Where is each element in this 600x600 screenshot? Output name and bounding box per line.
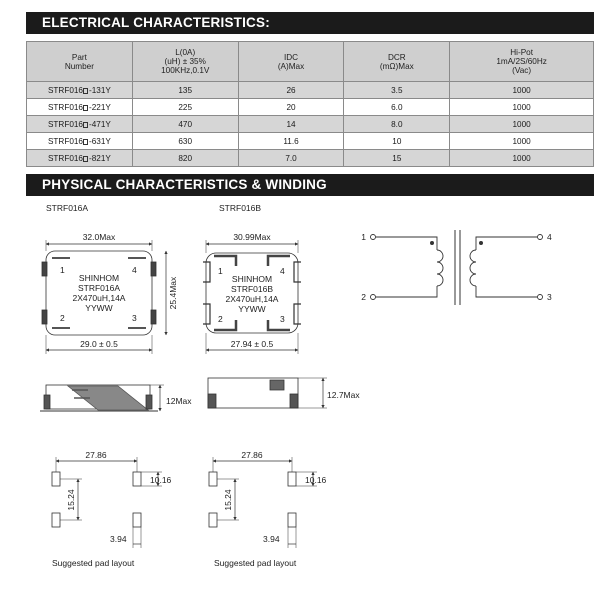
side-body — [208, 378, 298, 408]
drawing-b-marking-line: 2X470uH,14A — [225, 294, 279, 304]
drawing-b-title: STRF016B — [219, 203, 262, 213]
pad-a-pitch-label: 15.24 — [66, 489, 76, 511]
left-coil — [437, 250, 443, 286]
schematic-pin-2 — [371, 295, 376, 300]
schematic-pin-4 — [538, 235, 543, 240]
drawing-b-marking-line: STRF016B — [230, 284, 274, 294]
pad-b-caption: Suggested pad layout — [214, 558, 297, 568]
pad-a-span-label: 27.86 — [85, 450, 107, 460]
physical-section-title: PHYSICAL CHARACTERISTICS & WINDING — [42, 177, 327, 192]
pad-b-span-label: 27.86 — [241, 450, 263, 460]
drawing-b-width-label: 30.99Max — [233, 232, 271, 242]
drawing-b-marking-line: SHINHOM — [231, 274, 273, 284]
header-dcr: DCR (mΩ)Max — [344, 42, 450, 82]
pad — [209, 513, 217, 527]
header-hipot: Hi-Pot 1mA/2S/60Hz (Vac) — [450, 42, 594, 82]
terminal — [151, 310, 156, 324]
drawing-b-pin-label: 4 — [280, 266, 285, 276]
terminal — [42, 262, 47, 276]
cell-part: STRF016 -471Y — [27, 116, 133, 133]
drawing-a-title: STRF016A — [46, 203, 89, 213]
pad-a-height-label: 10.16 — [150, 475, 172, 485]
cell-hipot: 1000 — [450, 133, 594, 150]
pad — [133, 472, 141, 486]
drawing-a-side-view — [40, 385, 158, 411]
cell-hipot: 1000 — [450, 99, 594, 116]
drawing-a-width-label: 32.0Max — [82, 232, 116, 242]
cell-dcr: 10 — [344, 133, 450, 150]
cell-inductance: 225 — [132, 99, 238, 116]
schematic-pin-label: 1 — [361, 232, 366, 242]
schematic-pin-label: 2 — [361, 292, 366, 302]
pad-b-height-label: 10.16 — [305, 475, 327, 485]
cell-dcr: 8.0 — [344, 116, 450, 133]
drawing-a-marking-line: YYWW — [85, 303, 113, 313]
pad — [52, 513, 60, 527]
polarity-dot — [430, 241, 434, 245]
pad-b-pitch-label: 15.24 — [223, 489, 233, 511]
drawing-b-marking-line: YYWW — [238, 304, 266, 314]
cell-dcr: 3.5 — [344, 82, 450, 99]
pad-a-width-label: 3.94 — [110, 534, 127, 544]
cell-dcr: 15 — [344, 150, 450, 167]
cell-inductance: 630 — [132, 133, 238, 150]
cell-part: STRF016 -821Y — [27, 150, 133, 167]
cell-idc: 14 — [238, 116, 344, 133]
drawing-b-side-view — [208, 378, 298, 408]
cell-inductance: 820 — [132, 150, 238, 167]
schematic-pin-1 — [371, 235, 376, 240]
drawing-b-pin-label: 2 — [218, 314, 223, 324]
drawing-a-marking-line: SHINHOM — [78, 273, 120, 283]
drawing-a-pin-label: 1 — [60, 265, 65, 275]
terminal — [42, 310, 47, 324]
cell-part: STRF016 -131Y — [27, 82, 133, 99]
cell-inductance: 470 — [132, 116, 238, 133]
header-inductance: L(0A) (uH) ± 35% 100KHz,0.1V — [132, 42, 238, 82]
drawing-b-pin-label: 3 — [280, 314, 285, 324]
drawing-b-side-label: 12.7Max — [327, 390, 360, 400]
drawing-b-pitch-label: 27.94 ± 0.5 — [230, 339, 274, 349]
cell-hipot: 1000 — [450, 82, 594, 99]
cell-part: STRF016 -631Y — [27, 133, 133, 150]
pad-a-caption: Suggested pad layout — [52, 558, 135, 568]
drawing-a-pin-label: 4 — [132, 265, 137, 275]
drawing-a-side-label: 12Max — [166, 396, 192, 406]
cell-dcr: 6.0 — [344, 99, 450, 116]
drawing-a-marking-line: STRF016A — [77, 283, 121, 293]
drawing-a-pin-label: 3 — [132, 313, 137, 323]
electrical-section-title: ELECTRICAL CHARACTERISTICS: — [42, 15, 270, 30]
schematic-pin-label: 3 — [547, 292, 552, 302]
cell-part: STRF016 -221Y — [27, 99, 133, 116]
drawing-a-pin-label: 2 — [60, 313, 65, 323]
header-idc: IDC (A)Max — [238, 42, 344, 82]
cell-idc: 11.6 — [238, 133, 344, 150]
cell-hipot: 1000 — [450, 116, 594, 133]
pad — [288, 513, 296, 527]
schematic-pin-label: 4 — [547, 232, 552, 242]
header-part-number: Part Number — [27, 42, 133, 82]
schematic-pin-3 — [538, 295, 543, 300]
cell-inductance: 135 — [132, 82, 238, 99]
pad — [288, 472, 296, 486]
cell-idc: 7.0 — [238, 150, 344, 167]
drawing-b-pin-label: 1 — [218, 266, 223, 276]
pad — [133, 513, 141, 527]
cell-idc: 20 — [238, 99, 344, 116]
cell-idc: 26 — [238, 82, 344, 99]
cell-hipot: 1000 — [450, 150, 594, 167]
polarity-dot — [479, 241, 483, 245]
pad — [52, 472, 60, 486]
right-coil — [470, 250, 476, 286]
pad — [209, 472, 217, 486]
pad-b-width-label: 3.94 — [263, 534, 280, 544]
drawing-a-height-label: 25.4Max — [168, 276, 178, 310]
drawing-a-marking-line: 2X470uH,14A — [72, 293, 126, 303]
drawing-a-pitch-label: 29.0 ± 0.5 — [80, 339, 118, 349]
winding-schematic — [371, 230, 543, 305]
terminal — [151, 262, 156, 276]
